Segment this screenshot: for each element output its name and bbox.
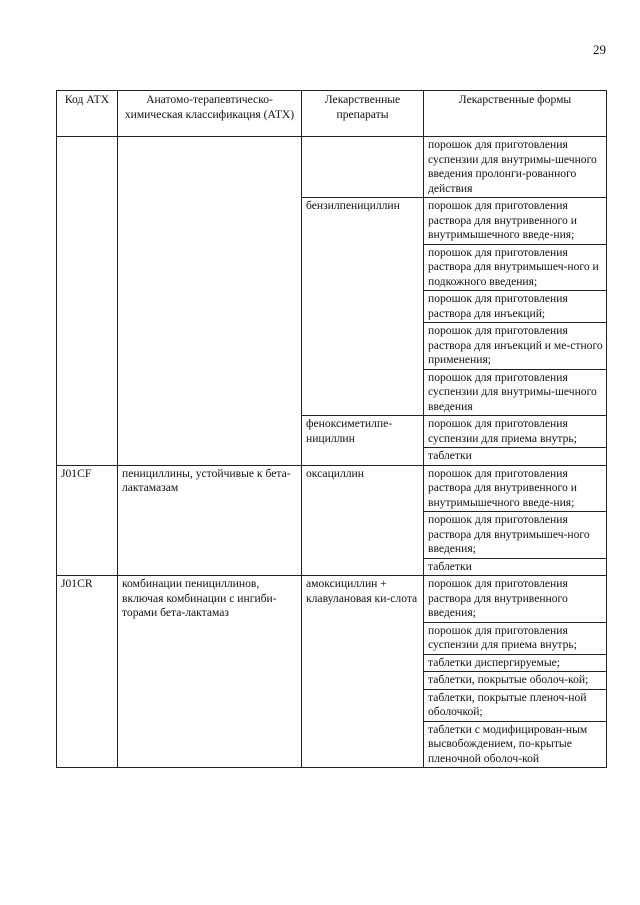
header-classification: Анатомо-терапевтическо-химическая классификация (АТХ): [118, 91, 302, 137]
code-cell: J01CF: [57, 465, 118, 576]
code-cell: [57, 137, 118, 466]
header-code: Код АТХ: [57, 91, 118, 137]
drug-cell: амоксициллин + клавулановая ки-слота: [302, 576, 424, 768]
form-cell: таблетки: [424, 448, 607, 466]
classification-cell: [118, 137, 302, 466]
header-drugs: Лекарственные препараты: [302, 91, 424, 137]
form-cell: порошок для приготовления суспензии для внутримы-шечного введения пролонги-рованного действия: [424, 137, 607, 198]
drug-cell: [302, 137, 424, 198]
drug-cell: бензилпенициллин: [302, 198, 424, 416]
form-cell: порошок для приготовления раствора для инъекций и ме-стного применения;: [424, 323, 607, 370]
form-cell: порошок для приготовления суспензии для приема внутрь;: [424, 622, 607, 654]
form-cell: порошок для приготовления суспензии для приема внутрь;: [424, 416, 607, 448]
table-row: [57, 576, 607, 623]
form-cell: таблетки с модифицирован-ным высвобождением, по-крытые пленочной оболоч-кой: [424, 721, 607, 768]
classification-cell: комбинации пенициллинов, включая комбинации с ингиби-торами бета-лактамаз: [118, 576, 302, 768]
table-row: [57, 465, 607, 512]
header-forms: Лекарственные формы: [424, 91, 607, 137]
form-cell: порошок для приготовления раствора для инъекций;: [424, 291, 607, 323]
classification-cell: пенициллины, устойчивые к бета-лактамазам: [118, 465, 302, 576]
table-row: [57, 137, 607, 198]
form-cell: порошок для приготовления раствора для внутривенного и внутримышечного введе-ния;: [424, 198, 607, 245]
form-cell: таблетки: [424, 558, 607, 576]
drug-cell: феноксиметилпе-нициллин: [302, 416, 424, 466]
form-cell: порошок для приготовления раствора для внутривенного и внутримышечного введе-ния;: [424, 465, 607, 512]
form-cell: порошок для приготовления раствора для внутривенного введения;: [424, 576, 607, 623]
form-cell: порошок для приготовления раствора для внутримышеч-ного введения;: [424, 512, 607, 559]
drug-cell: оксациллин: [302, 465, 424, 576]
atx-table: [56, 90, 607, 768]
form-cell: таблетки диспергируемые;: [424, 654, 607, 672]
form-cell: таблетки, покрытые оболоч-кой;: [424, 672, 607, 690]
form-cell: порошок для приготовления раствора для внутримышеч-ного и подкожного введения;: [424, 244, 607, 291]
page-number: 29: [593, 42, 606, 57]
table-header-row: [57, 91, 607, 137]
code-cell: J01CR: [57, 576, 118, 768]
form-cell: порошок для приготовления суспензии для внутримы-шечного введения: [424, 369, 607, 416]
form-cell: таблетки, покрытые пленоч-ной оболочкой;: [424, 689, 607, 721]
